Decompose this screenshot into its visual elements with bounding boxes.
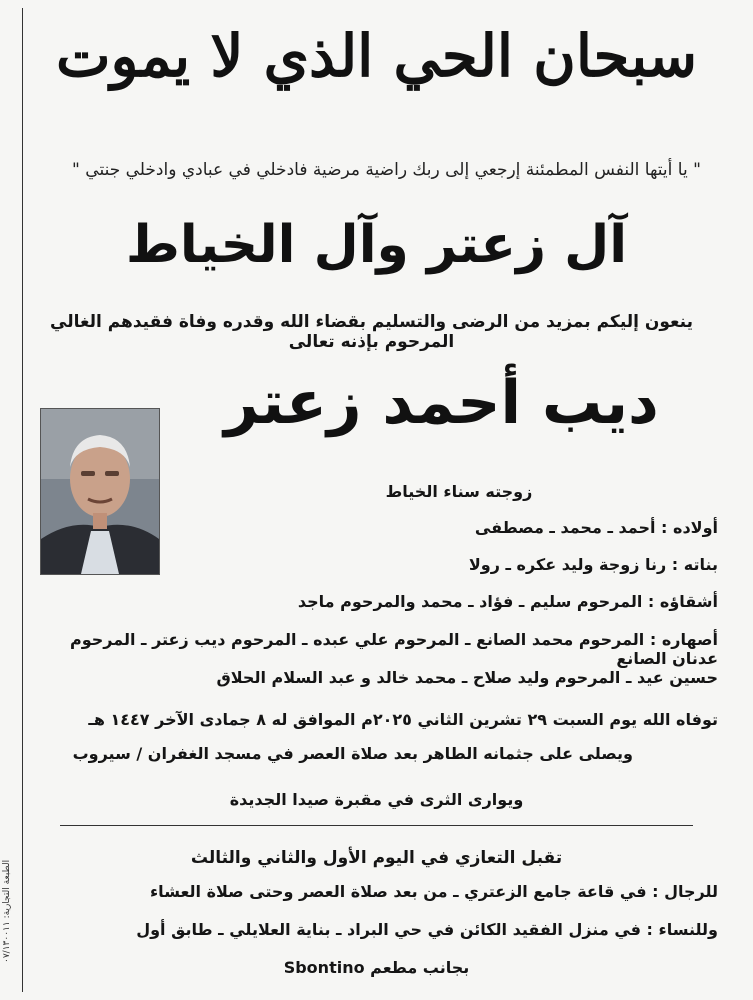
side-print-note: الطبعة التجارية: ٠٧/١٣٠٠١١ [2, 860, 12, 964]
inlaws-line-1: أصهاره : المرحوم محمد الصانع ـ المرحوم علي عبده ـ المرحوم ديب زعتر ـ المرحوم عدنان الصانع [70, 630, 718, 668]
landmark-line: بجانب مطعم Sbontino [283, 958, 470, 977]
prayer-line: ويصلى على جثمانه الطاهر بعد صلاة العصر في مسجد الغفران / سيروب [72, 744, 633, 763]
families-title: آل زعتر وآل الخياط [125, 215, 628, 275]
siblings-line: أشقاؤه : المرحوم سليم ـ فؤاد ـ محمد والمرحوم ماجد [297, 592, 718, 611]
divider [60, 825, 693, 826]
burial-line: ويوارى الثرى في مقبرة صيدا الجديدة [229, 790, 524, 809]
women-condolences-line: وللنساء : في منزل الفقيد الكائن في حي البراد ـ بناية العلايلي ـ طابق أول [136, 920, 718, 939]
portrait-photo-icon [41, 409, 159, 574]
condolences-title: تقبل التعازي في اليوم الأول والثاني والثالث [190, 848, 563, 868]
sons-line: أولاده : أحمد ـ محمد ـ مصطفى [474, 518, 718, 537]
quran-verse: " يا أيتها النفس المطمئنة إرجعي إلى ربك راضية مرضية فادخلي في عبادي وادخلي جنتي " [72, 160, 701, 180]
announcement-line: ينعون إليكم بمزيد من الرضى والتسليم بقضاء الله وقدره وفاة فقيدهم الغالي المرحوم بإذنه تعالى [50, 312, 693, 352]
wife-line: زوجته سناء الخياط [385, 482, 533, 501]
death-date-line: توفاه الله يوم السبت ٢٩ تشرين الثاني ٢٠٢٥م الموافق له ٨ جمادى الآخر ١٤٤٧ هـ [88, 710, 718, 729]
portrait-photo [40, 408, 160, 575]
daughters-line: بناته : رنا زوجة وليد عكره ـ رولا [468, 555, 718, 574]
inlaws-line-2: حسين عيد ـ المرحوم وليد صلاح ـ محمد خالد و عبد السلام الحلاق [216, 668, 718, 687]
deceased-name: ديب أحمد زعتر [224, 368, 659, 438]
header-calligraphy: سبحان الحي الذي لا يموت [55, 22, 698, 90]
men-condolences-line: للرجال : في قاعة جامع الزعتري ـ من بعد صلاة العصر وحتى صلاة العشاء [150, 882, 718, 901]
